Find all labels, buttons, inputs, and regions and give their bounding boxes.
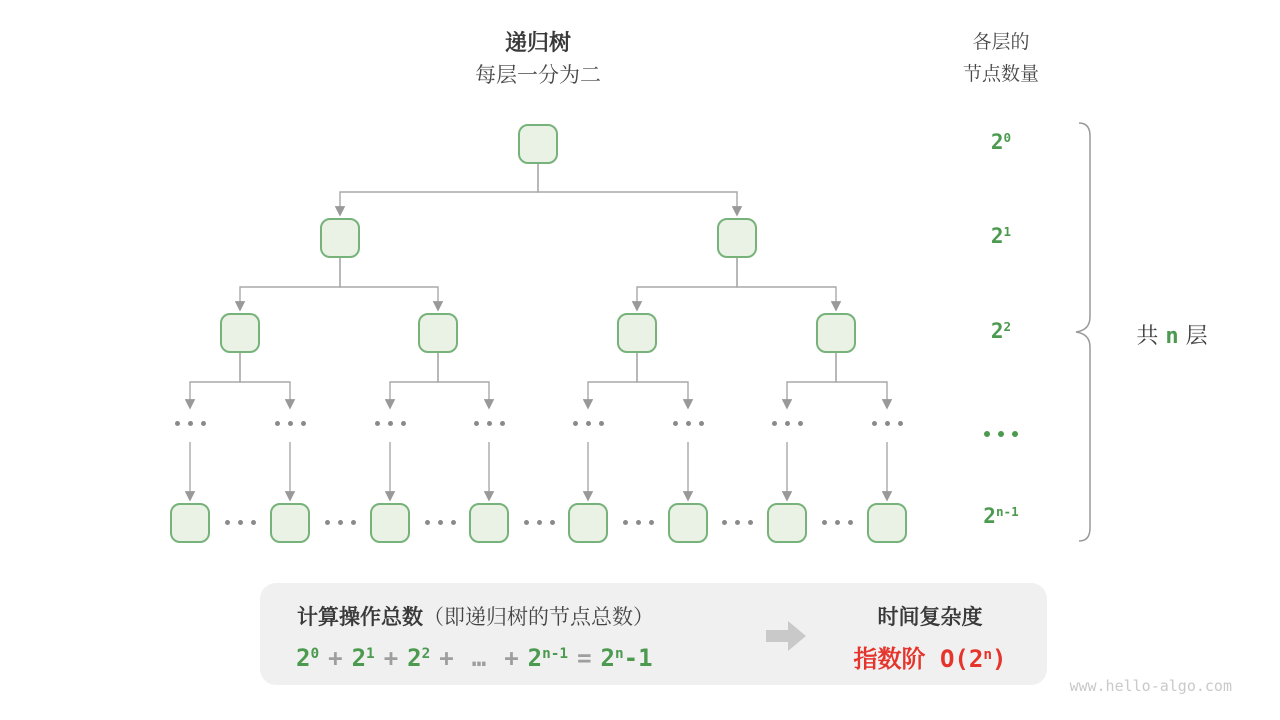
tree-edge [538, 164, 737, 215]
tree-edge [637, 353, 688, 408]
level-count-label [941, 410, 1061, 434]
tree-node [518, 124, 558, 164]
tree-edge [240, 353, 290, 408]
tree-edge [340, 164, 538, 215]
ellipsis-dots [673, 421, 704, 426]
ellipsis-dots [225, 520, 256, 525]
tree-edge [438, 353, 489, 408]
watermark: www.hello-algo.com [1069, 677, 1232, 695]
level-count-header [921, 27, 1081, 91]
ellipsis-dots [772, 421, 803, 426]
formula-token: … [471, 644, 487, 672]
tree-edge [390, 353, 438, 408]
formula-token: 2 [407, 644, 422, 672]
formula-token: -1 [623, 644, 653, 672]
formula-token: n-1 [542, 646, 569, 663]
ellipsis-dots [524, 520, 555, 525]
formula-token: 1 [366, 646, 375, 663]
formula-token: n [615, 646, 624, 663]
diagram-subtitle: 每层一分为二 [475, 64, 601, 87]
formula-token: 1 [1003, 224, 1012, 240]
formula-token: + [383, 644, 399, 672]
formula-token: 2 [296, 644, 311, 672]
total-levels-prefix: 共 [1136, 323, 1159, 348]
level-count-header-line2: 节点数量 [962, 64, 1039, 85]
tree-node [469, 503, 509, 543]
tree-node [370, 503, 410, 543]
ellipsis-dots [722, 520, 753, 525]
level-count-label [941, 224, 1061, 248]
ellipsis-dots [573, 421, 604, 426]
operations-sum-formula [296, 644, 653, 672]
ellipsis-dots [175, 421, 206, 426]
tree-node [767, 503, 807, 543]
implies-arrow-icon [766, 621, 806, 651]
formula-token: + [504, 644, 519, 672]
operations-total-title-note: （即递归树的节点总数） [423, 606, 654, 629]
ellipsis-dots [425, 520, 456, 525]
levels-brace [1076, 123, 1090, 541]
level-count-header-line1: 各层的 [972, 32, 1030, 53]
tree-edge [836, 353, 887, 408]
levels-variable-n: n [1165, 324, 1179, 349]
formula-token: 2 [1003, 319, 1012, 335]
tree-node [617, 313, 657, 353]
formula-token: 2 [351, 644, 367, 672]
formula-token: 2 [600, 644, 615, 672]
tree-node [320, 218, 360, 258]
level-count-label [941, 130, 1061, 154]
tree-edge [588, 353, 637, 408]
level-count-label [941, 504, 1061, 528]
formula-token: n [983, 647, 992, 664]
level-count-label [941, 319, 1061, 343]
time-complexity-title: 时间复杂度 [877, 606, 983, 629]
tree-edge [637, 258, 737, 310]
formula-token: 2 [990, 224, 1004, 248]
tree-node [270, 503, 310, 543]
tree-node [867, 503, 907, 543]
formula-token: 2 [983, 504, 996, 528]
formula-token: = [577, 644, 592, 672]
time-complexity-value [818, 639, 1042, 674]
tree-node [668, 503, 708, 543]
formula-token: + [439, 644, 454, 672]
formula-token: 0 [310, 646, 320, 663]
tree-node [220, 313, 260, 353]
formula-token: ) [992, 645, 1007, 673]
ellipsis-dots [474, 421, 505, 426]
formula-token: 2 [990, 319, 1004, 343]
tree-node [170, 503, 210, 543]
total-levels-suffix: 层 [1185, 323, 1208, 348]
tree-node [568, 503, 608, 543]
tree-edge [240, 258, 340, 310]
tree-edge [737, 258, 836, 310]
ellipsis-dots [872, 421, 903, 426]
ellipsis-dots [325, 520, 356, 525]
formula-token: 0 [1003, 130, 1012, 146]
tree-edge [340, 258, 438, 310]
ellipsis-dots [984, 431, 1018, 437]
formula-token: 指数阶 O(2 [853, 645, 984, 673]
formula-token: + [328, 644, 343, 672]
ellipsis-dots [275, 421, 306, 426]
operations-total-title [297, 601, 654, 631]
ellipsis-dots [623, 520, 654, 525]
total-levels-label [1112, 319, 1232, 350]
tree-node [418, 313, 458, 353]
formula-token: 2 [990, 130, 1004, 154]
ellipsis-dots [822, 520, 853, 525]
operations-total-title-bold: 计算操作总数 [297, 606, 423, 629]
formula-token: 2 [527, 644, 543, 672]
tree-node [717, 218, 757, 258]
ellipsis-dots [375, 421, 406, 426]
tree-node [816, 313, 856, 353]
formula-token: 2 [421, 646, 431, 663]
diagram-title: 递归树 [504, 30, 571, 55]
tree-edge [787, 353, 836, 408]
formula-token: n-1 [995, 504, 1019, 520]
tree-edge [190, 353, 240, 408]
